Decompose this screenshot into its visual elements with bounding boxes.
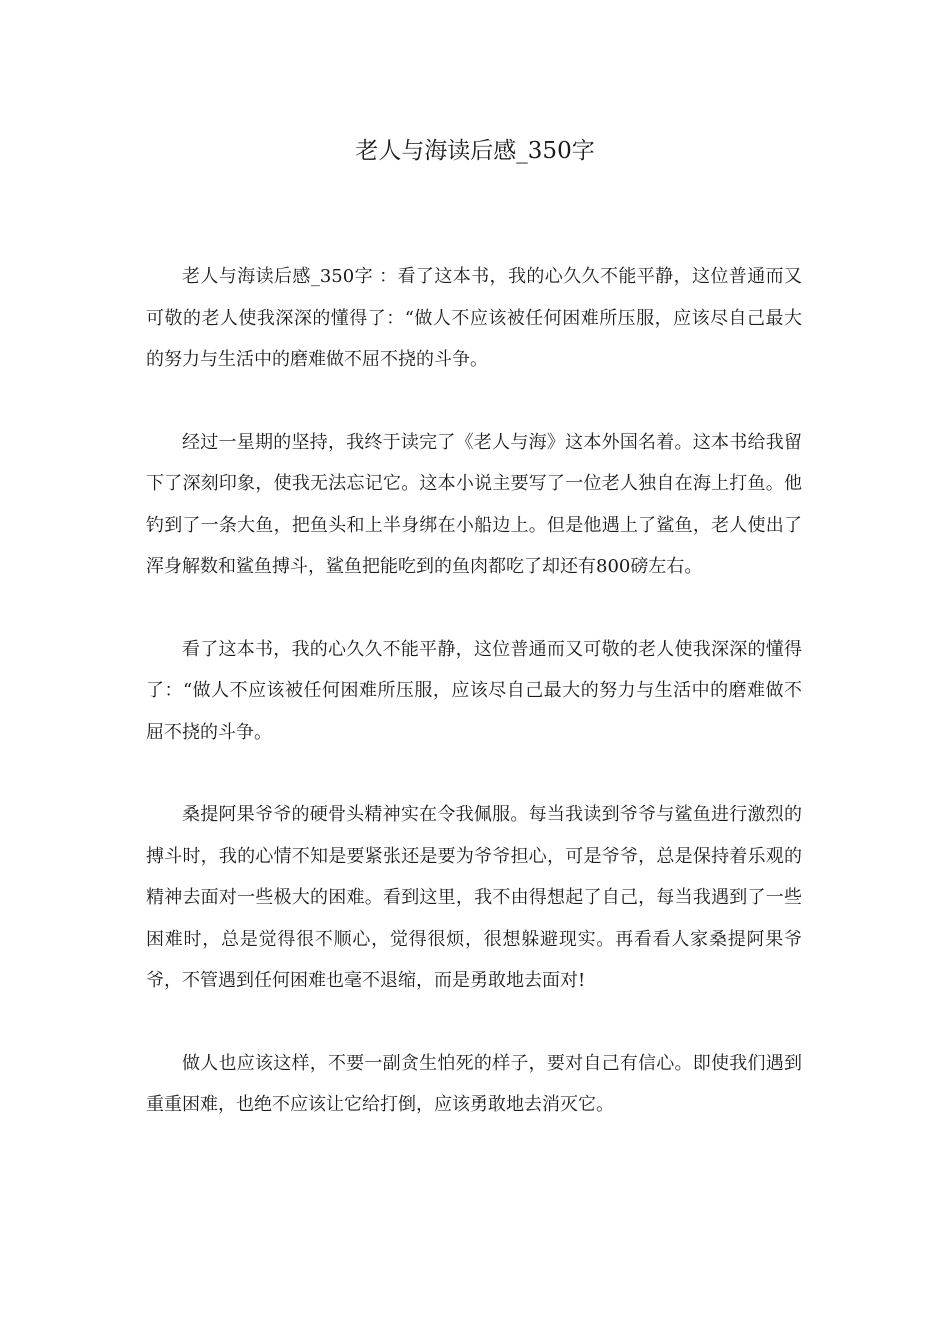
paragraph-1: 老人与海读后感_350字 ：看了这本书，我的心久久不能平静，这位普通而又可敬的老人使我深深的懂得了：“做人不应该被任何困难所压服，应该尽自己最大的努力与生活中的磨难做不屈不挠的斗争。 <box>146 266 802 370</box>
document-title: 老人与海读后感_350字 <box>355 138 595 164</box>
paragraph-4: 桑提阿果爷爷的硬骨头精神实在令我佩服。每当我读到爷爷与鲨鱼进行激烈的搏斗时，我的心情不知是要紧张还是要为爷爷担心，可是爷爷，总是保持着乐观的精神去面对一些极大的困难。看到这里，我不由得想起了自己，每当我遇到了一些困难时，总是觉得很不顺心，觉得很烦，很想躲避现实。再看看人家桑提阿果爷爷，不管遇到任何困难也毫不退缩，而是勇敢地去面对! <box>146 804 802 991</box>
paragraph-2: 经过一星期的坚持，我终于读完了《老人与海》这本外国名着。这本书给我留下了深刻印象，使我无法忘记它。这本小说主要写了一位老人独自在海上打鱼。他钓到了一条大鱼，把鱼头和上半身绑在小船边上。但是他遇上了鲨鱼，老人使出了浑身解数和鲨鱼搏斗，鲨鱼把能吃到的鱼肉都吃了却还有800磅左右。 <box>146 431 802 577</box>
paragraph-3: 看了这本书，我的心久久不能平静，这位普通而又可敬的老人使我深深的懂得了：“做人不应该被任何困难所压服，应该尽自己最大的努力与生活中的磨难做不屈不挠的斗争。 <box>146 638 802 743</box>
document-body <box>146 256 802 1167</box>
paragraph-5: 做人也应该这样，不要一副贪生怕死的样子，要对自己有信心。即使我们遇到重重困难，也绝不应该让它给打倒，应该勇敢地去消灭它。 <box>146 1052 802 1115</box>
